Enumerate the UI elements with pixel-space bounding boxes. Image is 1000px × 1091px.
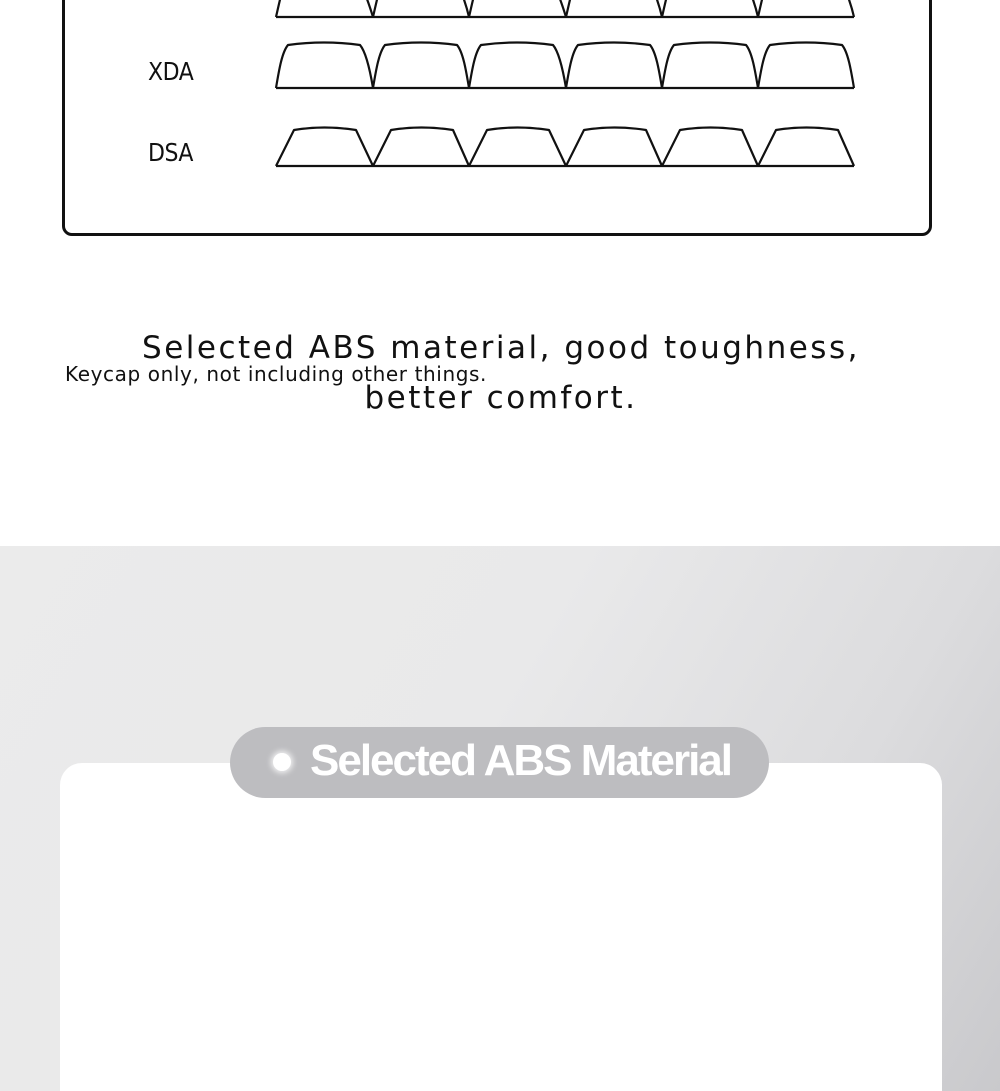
- material-section: [0, 546, 1000, 1091]
- material-title: Selected ABS Material: [310, 736, 731, 785]
- material-desc-line-2: better comfort.: [364, 380, 638, 416]
- material-description: [60, 323, 942, 423]
- bullet-dot-icon: [273, 753, 291, 771]
- profile-label-xda: XDA: [148, 57, 194, 86]
- material-title-pill: [230, 727, 769, 798]
- keycap-row-xda: [274, 40, 856, 92]
- material-card: [60, 763, 942, 1091]
- profile-label-dsa: DSA: [148, 138, 194, 167]
- keycap-row-dsa: [274, 125, 856, 169]
- keycap-profile-chart: [62, 0, 932, 236]
- keycap-row-top: [274, 0, 856, 20]
- material-desc-line-1: Selected ABS material, good toughness,: [142, 330, 860, 366]
- disclaimer-note: Keycap only, not including other things.: [65, 362, 487, 386]
